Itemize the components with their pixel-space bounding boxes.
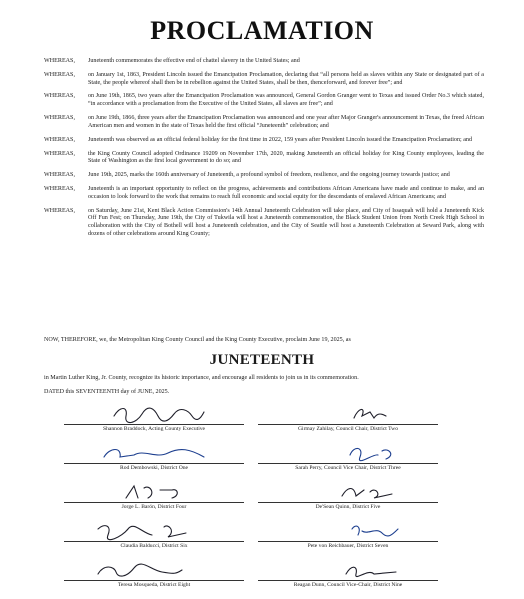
signature-mark: [64, 482, 244, 504]
whereas-clause: [44, 208, 484, 239]
whereas-label: WHEREAS,: [44, 172, 75, 179]
signatory-name: Teresa Mosqueda, District Eight: [117, 582, 191, 588]
whereas-clause: [44, 186, 484, 201]
now-therefore-text: NOW, THEREFORE, we, the Metropolitan King County Council and the King County Executive, proclaim June 19, 2025, as: [44, 337, 351, 343]
signature-mark: [64, 521, 244, 543]
signatory: [258, 560, 438, 588]
signature-mark: [258, 560, 438, 582]
signatory-name: Rod Dembowski, District One: [119, 465, 189, 471]
whereas-clause: [44, 93, 484, 108]
signatory: [258, 404, 438, 432]
whereas-clauses: [44, 58, 484, 245]
signature-line: [258, 463, 438, 464]
signature-line: [258, 424, 438, 425]
signature-mark: [258, 404, 438, 426]
signature-mark: [258, 443, 438, 465]
signature-mark: [258, 482, 438, 504]
recognition-text: in Martin Luther King, Jr. County, recognize its historic importance, and encourage all residents to join us in its commemoration.: [44, 375, 359, 381]
signatory-name: Girmay Zahilay, Council Chair, District Two: [297, 426, 399, 432]
signature-mark: [64, 443, 244, 465]
clause-text: Juneteenth commemorates the effective end of chattel slavery in the United States; and: [88, 58, 300, 64]
signature-mark: [64, 404, 244, 426]
whereas-label: WHEREAS,: [44, 58, 75, 64]
signature-mark: [64, 560, 244, 582]
signature-mark: [258, 521, 438, 543]
signature-line: [258, 541, 438, 542]
whereas-clause: [44, 72, 484, 87]
signature-line: [258, 502, 438, 503]
signatory-name: Shannon Braddock, Acting County Executive: [102, 426, 206, 432]
clause-text: on January 1st, 1863, President Lincoln issued the Emancipation Proclamation, declaring that “all persons held as slaves within any State or designated part of a State, the people whereof shall then be in rebellion against the United States, shall be then, thenceforward, and forever free”; and: [88, 71, 484, 86]
clause-text: the King County Council adopted Ordinance 19209 on November 17th, 2020, making Juneteenth an official holiday for King County employees, leading the State of Washington as the first local government to do so; and: [88, 150, 484, 165]
proclaimed-title: JUNETEENTH: [209, 352, 315, 368]
signatory-name: Claudia Balducci, District Six: [120, 543, 188, 549]
page-title: PROCLAMATION: [150, 16, 374, 45]
signatory-name: Jorge L. Barón, District Four: [121, 504, 187, 510]
whereas-clause: [44, 115, 484, 130]
whereas-label: WHEREAS,: [44, 93, 75, 100]
signatory-name: Pete von Reichbauer, District Seven: [307, 543, 389, 549]
clause-text: on Saturday, June 21st, Kent Black Action Commission's 14th Annual Juneteenth Celebration will take place, and City of Issaquah will hold a Juneteenth Kick Off Fun Fest; on Thursday, June 19th, the City of Tukwila will host a Juneteenth commemoration, the Black Student Union from North Creek High School in collaboration with the City of Bothell will host a Juneteenth celebration, and the City of Seattle will host a Juneteenth Celebration at Seward Park, along with dozens of other celebrations around King County;: [88, 207, 484, 237]
signatory: [258, 482, 438, 510]
whereas-clause: [44, 58, 484, 66]
dated-text: DATED this SEVENTEENTH day of JUNE, 2025.: [44, 389, 170, 395]
signature-line: [64, 580, 244, 581]
signatory-name: Reagan Dunn, Council Vice-Chair, District Nine: [293, 582, 403, 588]
clause-text: Juneteenth is an important opportunity to reflect on the progress, achievements and contributions African Americans have made and continue to make, and an occasion to look forward to the work that remains to reach full economic and social equity for the descendants of enslaved African Americans; and: [88, 186, 484, 200]
signatory: [64, 482, 244, 510]
whereas-label: WHEREAS,: [44, 136, 75, 143]
whereas-label: WHEREAS,: [44, 115, 75, 122]
signatory: [258, 521, 438, 549]
clause-text: on June 19th, 1865, two years after the Emancipation Proclamation was announced, General Gordon Granger went to Texas and issued Order No.3 which stated, “in accordance with a proclamation from the Executive of the United States, all slaves are free”; and: [88, 93, 484, 108]
signatory: [64, 560, 244, 588]
signature-line: [64, 502, 244, 503]
signatory: [258, 443, 438, 471]
signatory: [64, 404, 244, 432]
whereas-clause: [44, 172, 484, 180]
whereas-label: WHEREAS,: [44, 71, 75, 78]
whereas-clause: [44, 137, 484, 145]
signatory: [64, 443, 244, 471]
signatory-name: De'Sean Quinn, District Five: [315, 504, 381, 510]
whereas-clause: [44, 151, 484, 166]
signature-line: [258, 580, 438, 581]
clause-text: on June 19th, 1866, three years after the Emancipation Proclamation was announced and one year after Major Granger's announcement in Texas, the freed African American men and women in the state of Texas held the first official “Juneteenth” celebration; and: [88, 115, 484, 129]
clause-text: Juneteenth was observed as an official federal holiday for the first time in 2022, 159 years after President Lincoln issued the Emancipation Proclamation; and: [88, 136, 473, 143]
signature-line: [64, 463, 244, 464]
signature-line: [64, 541, 244, 542]
whereas-label: WHEREAS,: [44, 150, 75, 157]
clause-text: June 19th, 2025, marks the 160th anniversary of Juneteenth, a profound symbol of freedom, resilience, and the ongoing journey towards justice; and: [88, 172, 450, 179]
signatory-name: Sarah Perry, Council Vice Chair, District Three: [295, 465, 401, 471]
signature-line: [64, 424, 244, 425]
whereas-label: WHEREAS,: [44, 207, 75, 214]
whereas-label: WHEREAS,: [44, 186, 75, 193]
signatory: [64, 521, 244, 549]
